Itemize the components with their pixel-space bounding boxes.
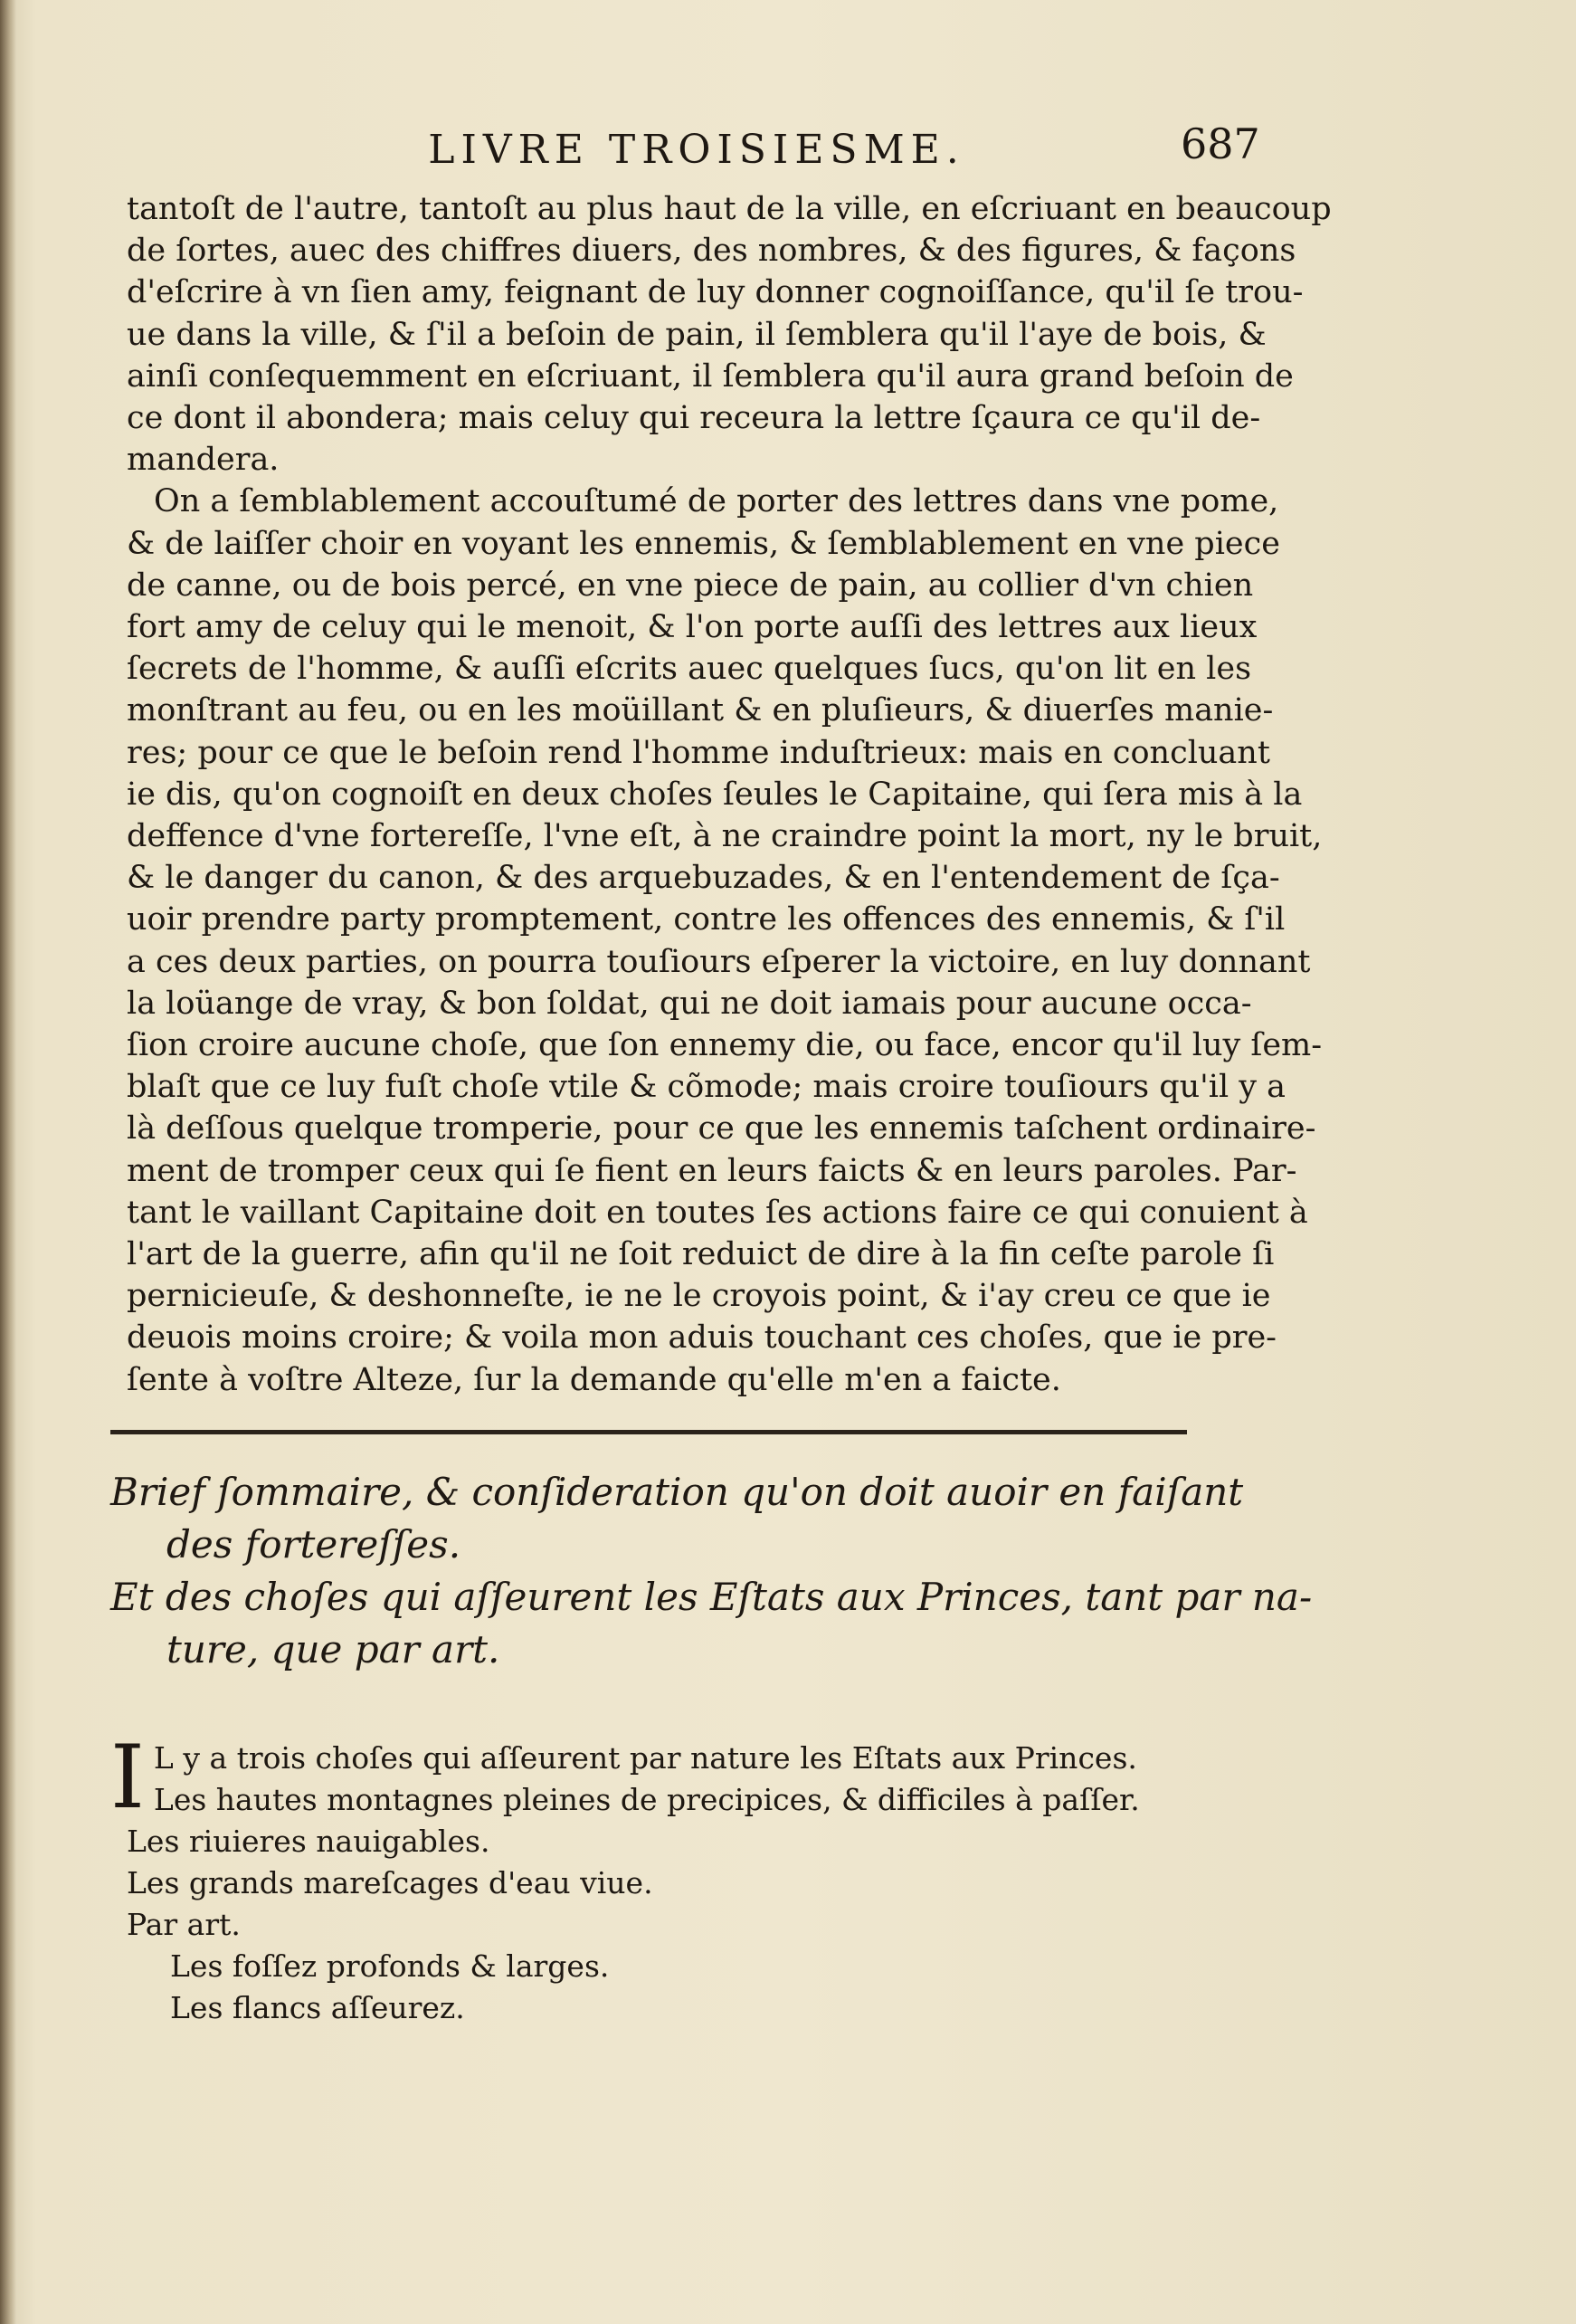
body-text: [127, 188, 1332, 1401]
text-line: ue dans la ville, & ſ'il a beſoin de pain, il ſemblera qu'il l'aye de bois, &: [127, 316, 1267, 353]
list-item: Les grands mareſcages d'eau viue.: [127, 1865, 653, 1900]
text-line: blaſt que ce luy fuſt choſe vtile & cõmode; mais croire touſiours qu'il y a: [127, 1069, 1286, 1106]
list-item: Les riuieres nauigables.: [127, 1824, 490, 1859]
list-item: Les hautes montagnes pleines de precipices, & difficiles à paſſer.: [153, 1782, 1140, 1817]
text-line: de ſortes, auec des chiffres diuers, des nombres, & des figures, & façons: [127, 233, 1296, 270]
running-head: LIVRE TROISIESME.: [428, 127, 965, 173]
text-line: l'art de la guerre, afin qu'il ne ſoit reduict de dire à la fin ceſte parole ſi: [127, 1236, 1275, 1273]
text-line: deuois moins croire; & voila mon aduis touchant ces choſes, que ie pre-: [127, 1319, 1277, 1357]
section-title-line: ture, que par art.: [166, 1627, 500, 1672]
text-line: ment de tromper ceux qui ſe fient en leurs faicts & en leurs paroles. Par-: [127, 1152, 1297, 1189]
text-line: res; pour ce que le beſoin rend l'homme induſtrieux: mais en concluant: [127, 734, 1270, 771]
section-title: [110, 1466, 1313, 1676]
text-line: On a ſemblablement accouſtumé de porter des lettres dans vne pome,: [154, 483, 1279, 520]
text-line: & le danger du canon, & des arquebuzades, & en l'entendement de ſça-: [127, 860, 1280, 897]
dropcap-paragraph: [110, 1738, 1232, 1821]
text-line: là deſſous quelque tromperie, pour ce que les ennemis taſchent ordinaire-: [127, 1110, 1316, 1148]
text-line: pernicieuſe, & deshonneſte, ie ne le croyois point, & i'ay creu ce que ie: [127, 1278, 1271, 1315]
list-subheading: Par art.: [127, 1907, 241, 1942]
page-gutter-shadow: [0, 0, 16, 2324]
text-line: tantoſt de l'autre, tantoſt au plus haut de la ville, en eſcriuant en beaucoup: [127, 191, 1332, 227]
text-line: d'eſcrire à vn ſien amy, feignant de luy donner cognoiſſance, qu'il ſe trou-: [127, 274, 1304, 311]
text-line: tant le vaillant Capitaine doit en toutes ſes actions faire ce qui conuient à: [127, 1194, 1308, 1231]
text-line: fort amy de celuy qui le menoit, & l'on porte auſſi des lettres aux lieux: [127, 609, 1258, 646]
text-line: ie dis, qu'on cognoiſt en deux choſes ſeules le Capitaine, qui ſera mis à la: [127, 776, 1303, 813]
section-title-line: Et des choſes qui aſſeurent les Eſtats aux Princes, tant par na-: [110, 1575, 1313, 1619]
text-line: la loüange de vray, & bon ſoldat, qui ne doit iamais pour aucune occa-: [127, 985, 1252, 1022]
page-number: 687: [1181, 119, 1260, 168]
dropcap-letter: I: [110, 1738, 145, 1821]
list-block: [110, 1738, 1232, 2029]
text-line: & de laiſſer choir en voyant les ennemis, & ſemblablement en vne piece: [127, 525, 1280, 562]
text-line: ſecrets de l'homme, & auſſi eſcrits auec quelques ſucs, qu'on lit en les: [127, 651, 1252, 688]
text-line: de canne, ou de bois percé, en vne piece de pain, au collier d'vn chien: [127, 567, 1254, 604]
text-line: ce dont il abondera; mais celuy qui receura la lettre ſçaura ce qu'il de-: [127, 400, 1261, 437]
paragraph-1: [127, 188, 1332, 481]
list-item: Les flancs aſſeurez.: [170, 1990, 465, 2025]
text-line: ainſi conſequemment en eſcriuant, il ſemblera qu'il aura grand beſoin de: [127, 357, 1294, 395]
text-line: monſtrant au feu, ou en les moüillant & en pluſieurs, & diuerſes manie-: [127, 692, 1274, 729]
list-item: Les foſſez profonds & larges.: [170, 1948, 610, 1984]
text-line: uoir prendre party promptement, contre les offences des ennemis, & ſ'il: [127, 901, 1286, 938]
list-intro-line: L y a trois choſes qui aſſeurent par nature les Eſtats aux Princes.: [153, 1740, 1137, 1776]
text-line: ſion croire aucune choſe, que ſon ennemy die, ou face, encor qu'il luy ſem-: [127, 1027, 1323, 1064]
section-title-line: Brief ſommaire, & conſideration qu'on doit auoir en faiſant: [110, 1470, 1244, 1514]
text-line: mandera.: [127, 442, 280, 479]
text-line: ſente à voſtre Alteze, ſur la demande qu'elle m'en a faicte.: [127, 1361, 1061, 1398]
section-divider-rule: [110, 1430, 1187, 1434]
text-line: deffence d'vne fortereſſe, l'vne eſt, à ne craindre point la mort, ny le bruit,: [127, 818, 1323, 855]
section-title-line: des fortereſſes.: [166, 1522, 461, 1567]
text-line: a ces deux parties, on pourra touſiours eſperer la victoire, en luy donnant: [127, 943, 1311, 980]
paragraph-2: [127, 481, 1323, 1400]
